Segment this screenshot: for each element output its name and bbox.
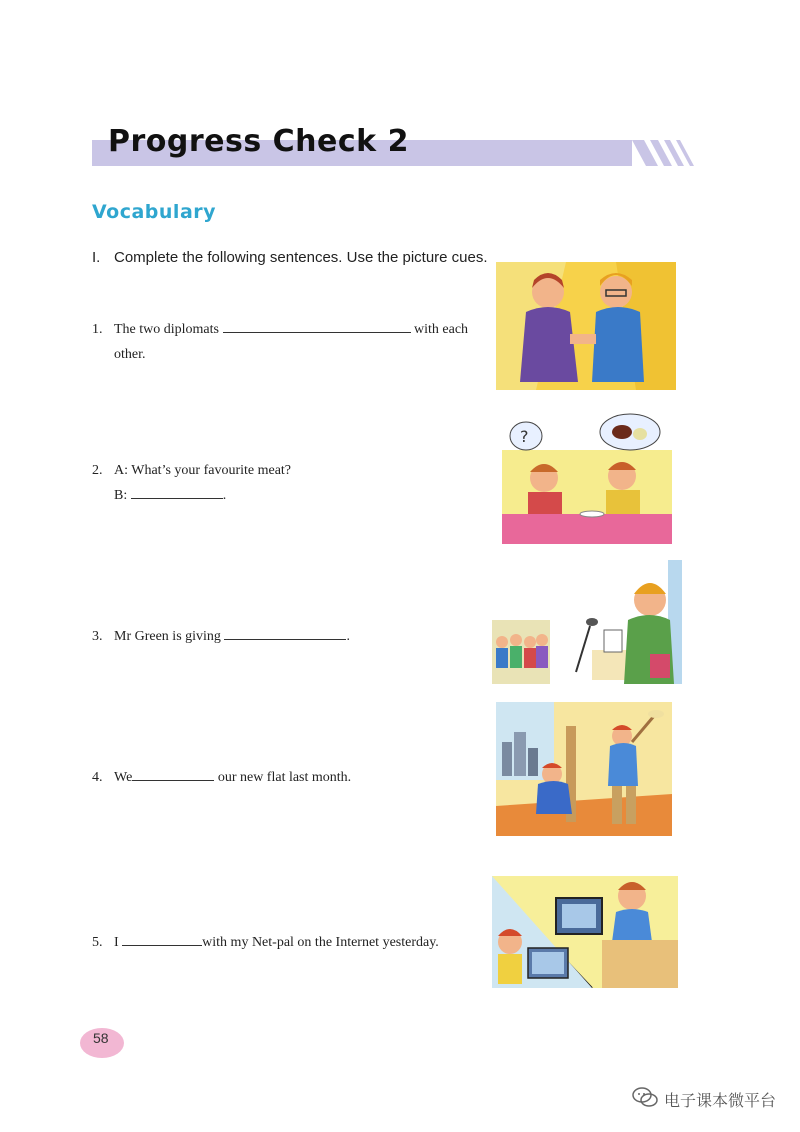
- question-text: I: [114, 935, 119, 950]
- question-text: other.: [114, 347, 146, 362]
- question-number: 1.: [92, 322, 103, 337]
- question-number: 5.: [92, 935, 103, 950]
- meal-illustration: [502, 410, 672, 549]
- wechat-icon: [632, 1086, 658, 1112]
- question-text: .: [222, 488, 227, 503]
- question-2: [92, 458, 291, 508]
- question-text: A: What’s your favourite meat?: [114, 463, 292, 478]
- watermark-text: 电子课本微平台: [663, 1090, 776, 1110]
- exercise-instruction-text: Complete the following sentences. Use the picture cues.: [114, 249, 488, 266]
- watermark: [632, 1086, 776, 1112]
- decorating-illustration: [496, 702, 672, 841]
- question-text: We: [114, 770, 133, 785]
- chat-illustration: [492, 876, 678, 993]
- answer-blank[interactable]: [131, 484, 223, 499]
- question-1: [92, 317, 468, 367]
- section-heading: Vocabulary: [92, 201, 217, 223]
- speech-illustration: [492, 560, 682, 689]
- answer-blank[interactable]: [132, 766, 214, 781]
- answer-blank[interactable]: [122, 931, 202, 946]
- question-text: with my Net-pal on the Internet yesterday.: [202, 935, 439, 950]
- question-text: .: [346, 629, 350, 644]
- question-text: our new flat last month.: [217, 770, 352, 785]
- question-3: [92, 624, 350, 649]
- question-number: 4.: [92, 770, 103, 785]
- question-text: B:: [114, 488, 128, 503]
- question-5: [92, 930, 439, 955]
- question-4: [92, 765, 351, 790]
- question-text: Mr Green is giving: [114, 629, 221, 644]
- exercise-number: I.: [92, 249, 101, 266]
- question-text: The two diplomats: [114, 322, 219, 337]
- answer-blank[interactable]: [224, 625, 346, 640]
- page-title: Progress Check 2: [108, 124, 409, 159]
- page-number: 58: [93, 1030, 109, 1046]
- exercise-instruction: [92, 249, 488, 266]
- handshake-illustration: [496, 262, 676, 395]
- question-number: 3.: [92, 629, 103, 644]
- question-number: 2.: [92, 463, 103, 478]
- answer-blank[interactable]: [223, 318, 411, 333]
- question-text: with each: [414, 322, 469, 337]
- svg-text:?: ?: [520, 427, 529, 446]
